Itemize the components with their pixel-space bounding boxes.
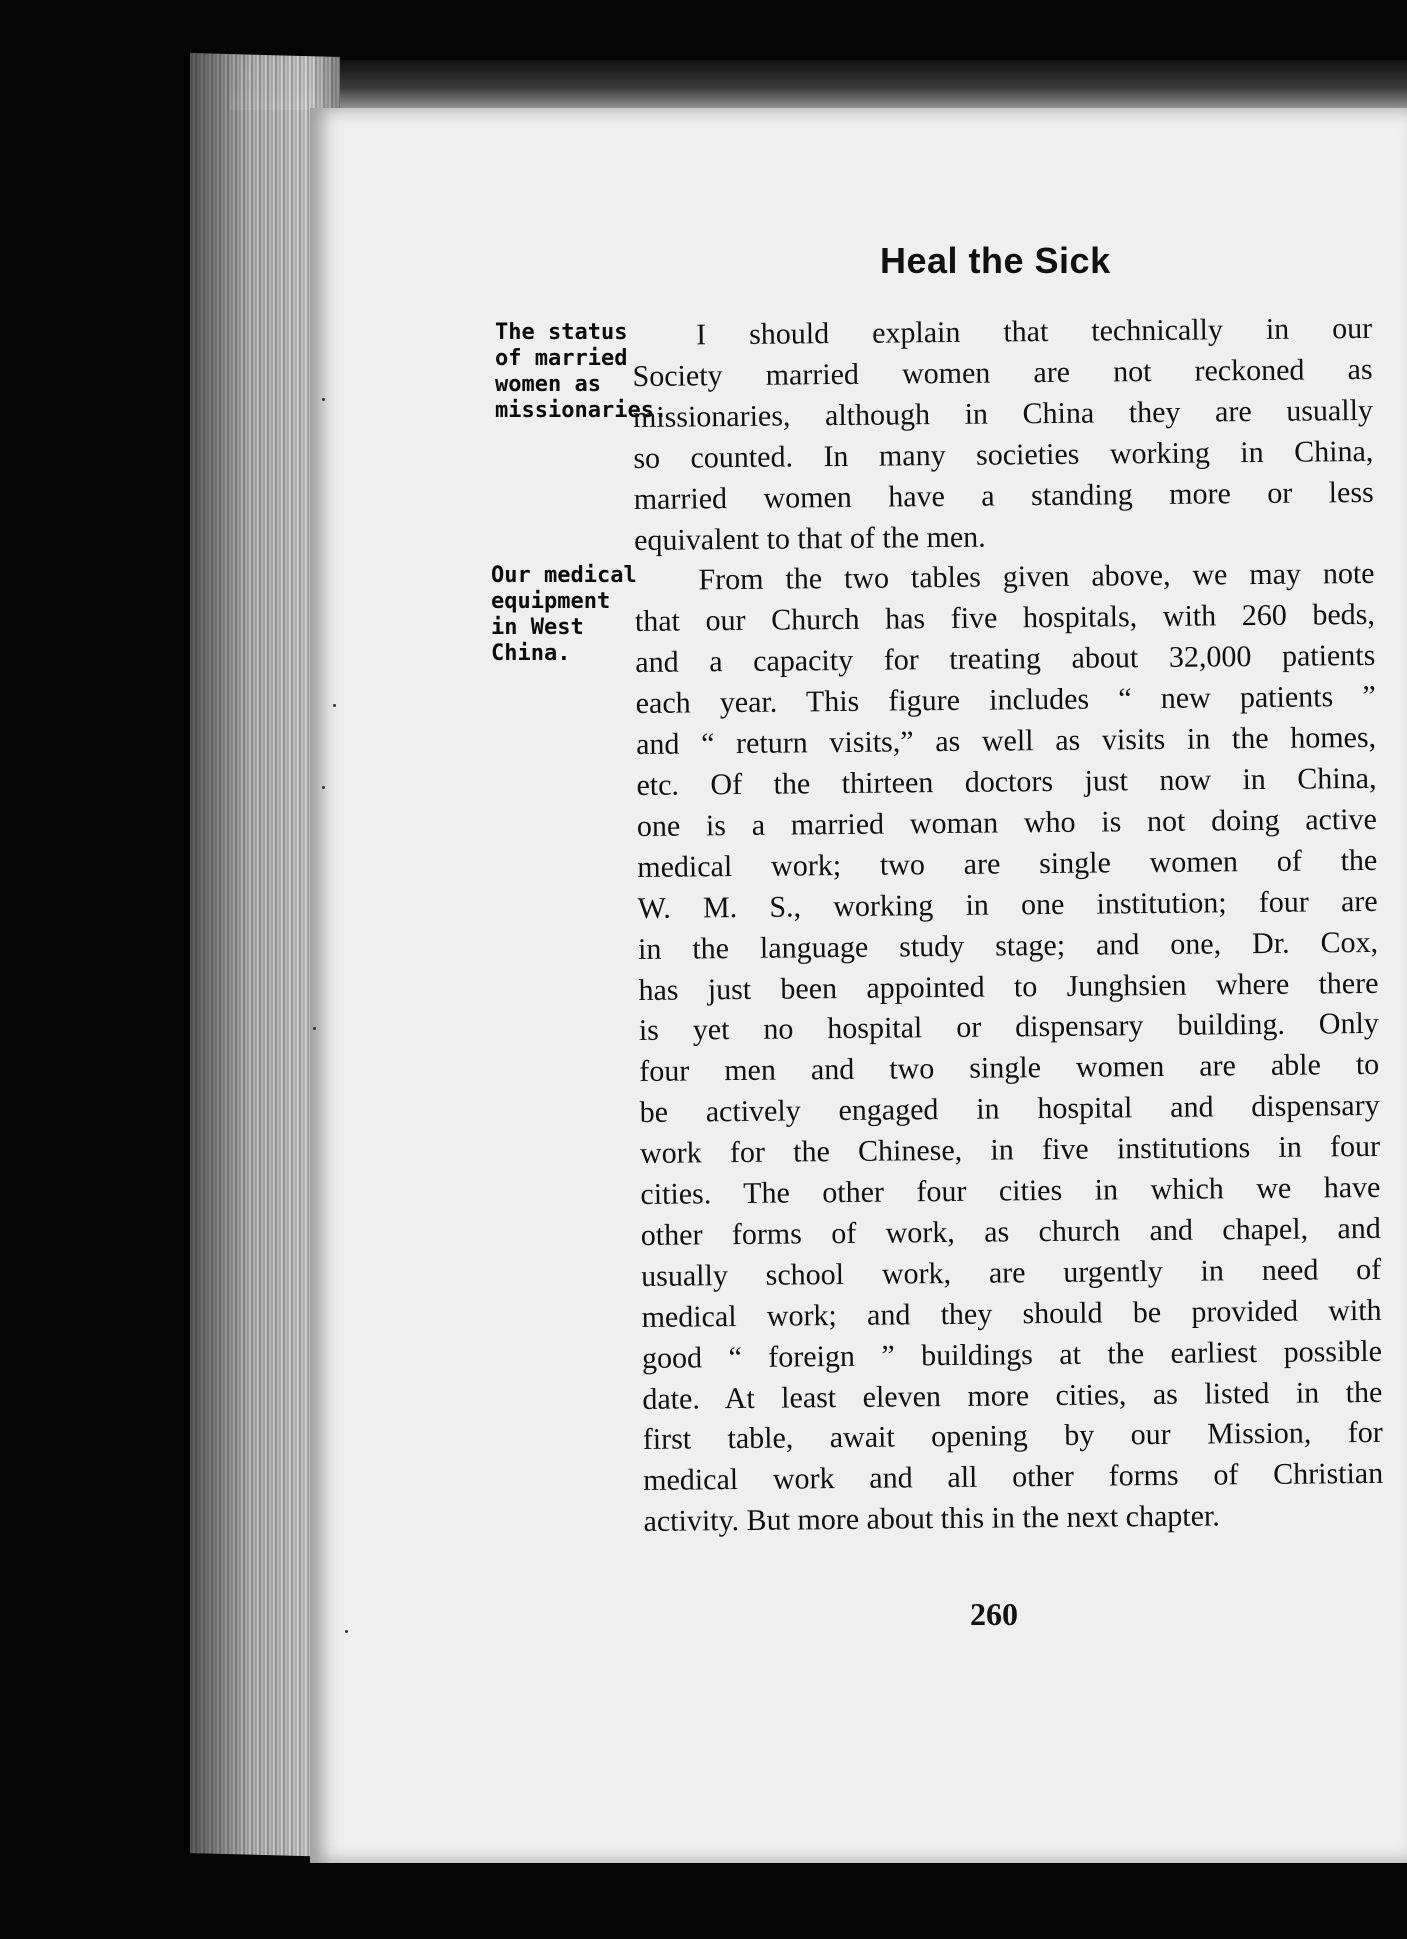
body-line: is yet no hospital or dispensary building. Only: [638, 1007, 1379, 1048]
sidenote-line: in West: [491, 615, 584, 640]
body-line: that our Church has five hospitals, with 260 beds,: [634, 598, 1376, 639]
dust-speck: [322, 786, 325, 789]
body-line: four men and two single women are able to: [639, 1048, 1380, 1089]
body-line: good “ foreign ” buildings at the earliest possible: [641, 1334, 1383, 1375]
dust-speck: [333, 704, 336, 707]
body-line: in the language study stage; and one, Dr. Cox,: [637, 925, 1379, 966]
body-line: each year. This figure includes “ new patients ”: [635, 680, 1376, 721]
body-line: first table, await opening by our Mission, for: [642, 1416, 1383, 1457]
body-line: cities. The other four cities in which we have: [640, 1170, 1381, 1211]
body-line: date. At least eleven more cities, as listed in the: [642, 1375, 1383, 1416]
body-text: [632, 309, 1384, 1543]
body-line: etc. Of the thirteen doctors just now in China,: [636, 761, 1377, 802]
sidenote-line: of married: [495, 346, 628, 371]
sidenote-status-of-married-women: [495, 320, 668, 424]
body-line: be actively engaged in hospital and dispensary: [639, 1089, 1380, 1130]
body-line: has just been appointed to Junghsien where there: [638, 966, 1379, 1007]
sidenote-line: The status: [495, 320, 628, 345]
body-line: W. M. S., working in one institution; four are: [637, 884, 1378, 925]
body-line: and “ return visits,” as well as visits in the homes,: [635, 720, 1377, 762]
sidenote-line: women as: [495, 372, 601, 397]
body-line: equivalent to that of the men.: [633, 520, 986, 557]
body-line: From the two tables given above, we may note: [698, 557, 1375, 597]
page-number: 260: [970, 1596, 1018, 1632]
dust-speck: [313, 1027, 316, 1030]
body-line: medical work; and they should be provided with: [641, 1293, 1382, 1334]
body-line: one is a married woman who is not doing active: [636, 802, 1378, 843]
running-head: Heal the Sick: [880, 240, 1111, 281]
body-line: medical work; two are single women of the: [637, 843, 1378, 884]
dust-speck: [322, 398, 325, 401]
body-line: married women have a standing more or less: [633, 475, 1374, 516]
sidenote-line: China.: [491, 641, 571, 666]
body-line: and a capacity for treating about 32,000 patients: [635, 639, 1376, 680]
body-line: Society married women are not reckoned as: [632, 352, 1373, 393]
dust-speck: [345, 1630, 348, 1633]
body-line: so counted. In many societies working in China,: [633, 434, 1374, 475]
body-line: work for the Chinese, in five institutions in four: [639, 1129, 1381, 1171]
body-line: other forms of work, as church and chapel, and: [640, 1211, 1381, 1252]
body-line: usually school work, are urgently in need of: [641, 1252, 1382, 1293]
sidenote-medical-equipment: [491, 563, 651, 667]
body-line: activity. But more about this in the next chapter.: [643, 1499, 1220, 1539]
body-line: missionaries, although in China they are usually: [632, 393, 1374, 434]
sidenote-line: missionaries.: [495, 398, 668, 423]
sidenote-line: equipment: [491, 589, 611, 614]
body-line: medical work and all other forms of Christian: [643, 1457, 1384, 1498]
body-line: I should explain that technically in our: [696, 311, 1373, 352]
sidenote-line: Our medical: [491, 563, 637, 588]
page-top-shadow: [230, 60, 1407, 110]
